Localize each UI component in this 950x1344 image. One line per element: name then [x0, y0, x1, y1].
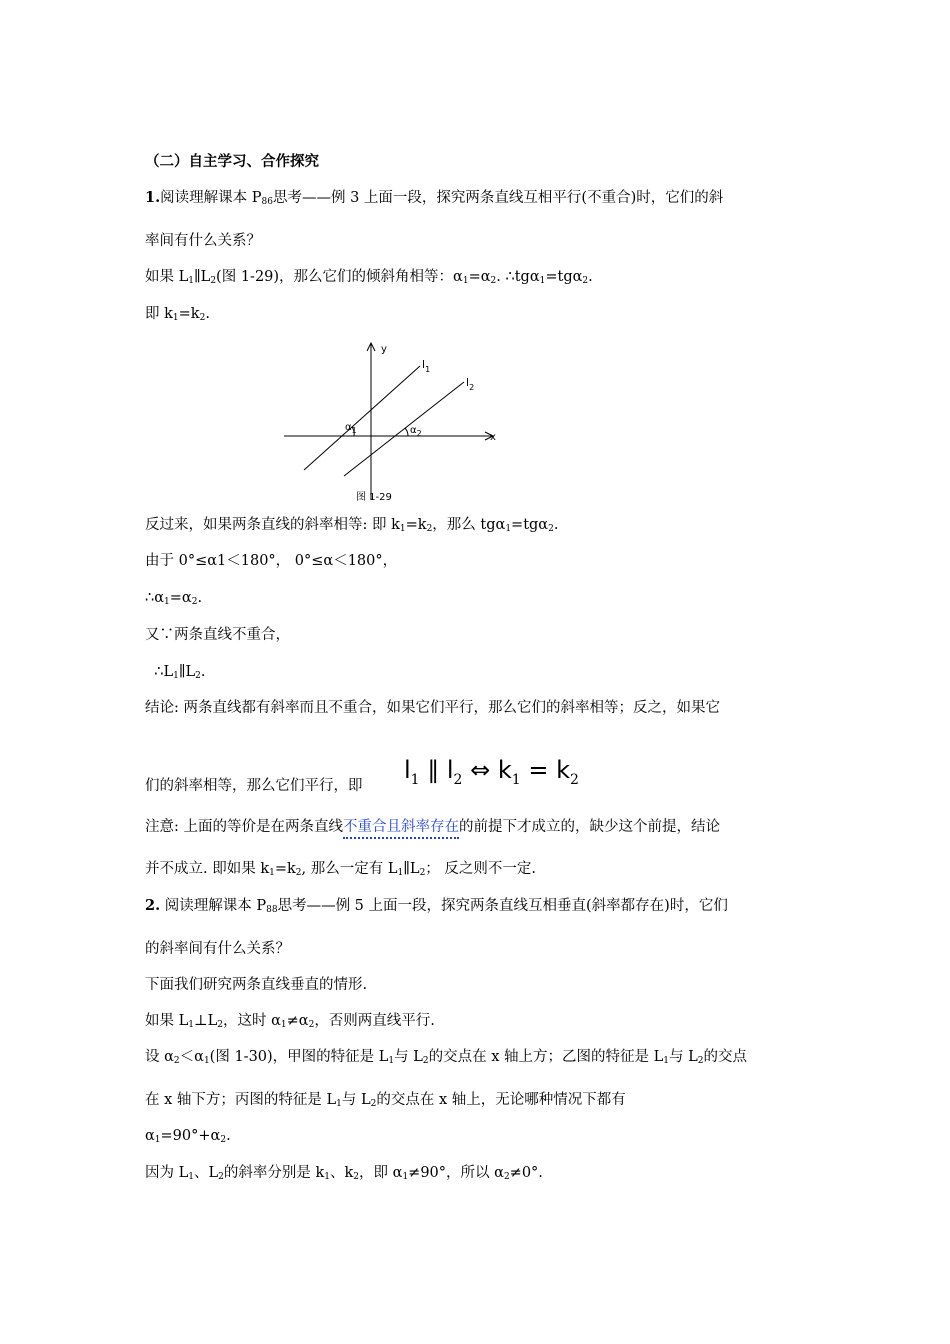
paragraph-2-line-2: 的斜率间有什么关系？: [145, 941, 290, 957]
note-line-1: 注意: 上面的等价是在两条直线不重合且斜率存在的前提下才成立的，缺少这个前提，结论: [145, 817, 720, 837]
converse-statement: 反过来，如果两条直线的斜率相等: 即 $k_1=k_2$，那么 tgα$_1$=tgα$_2$.: [145, 517, 559, 534]
note-line-2: 并不成立. 即如果 $k_1=k_2$, 那么一定有 $L_1\parallel L_2$； 反之则不一定.: [145, 861, 537, 878]
figure-1-30-description-2: 在 x 轴下方；丙图的特征是 $L_1$与 $L_2$的交点在 x 轴上，无论哪种情况下都有: [145, 1092, 626, 1109]
text: 阅读理解课本 P: [160, 190, 262, 206]
angles-equal-statement: $\therefore\alpha_1=\alpha_2$.: [145, 590, 203, 607]
highlight-condition: 不重合且斜率存在: [343, 819, 459, 839]
slope-equal-statement: 即 $k_1=k_2$.: [145, 306, 210, 323]
angle-range-statement: 由于 0°≤α1＜180°， 0°≤α＜180°，: [145, 553, 398, 569]
line-l1: [304, 366, 420, 470]
figure-1-30-description-1: 设 $\alpha_2<\alpha_1$(图 1-30)，甲图的特征是 $L_1$与 $L_2$的交点在 x 轴上方；乙图的特征是 $L_1$与 $L_2$的交点: [145, 1049, 747, 1066]
angle-relation: $\alpha_1=90^\circ+\alpha_2$.: [145, 1128, 231, 1145]
perpendicular-intro: 下面我们研究两条直线垂直的情形.: [145, 977, 368, 993]
paragraph-2-line-1: 2. 阅读理解课本 $P_{88}$思考——例 5 上面一段，探究两条直线互相垂直(斜率都存在)时，它们: [145, 897, 728, 915]
alpha1-label: $\alpha_1$: [345, 422, 357, 435]
paragraph-1-line-1: [145, 188, 723, 208]
slope-existence-statement: 因为 $L_1$、$L_2$的斜率分别是 $k_1$、$k_2$，即 $\alpha_1\ne 90^\circ$，所以 $\alpha_2\ne 0^\circ$.: [145, 1165, 543, 1182]
paragraph-1-line-2: 率间有什么关系？: [145, 233, 261, 249]
l2-label: $l_2$: [466, 376, 475, 392]
y-label: y: [381, 344, 387, 355]
perpendicular-condition: 如果 $L_1\perp L_2$，这时 $\alpha_1\ne\alpha_2$，否则两直线平行.: [145, 1013, 435, 1030]
text: 思考——例 3 上面一段，探究两条直线互相平行(不重合)时，它们的斜: [272, 190, 724, 206]
l1-label: $l_1$: [422, 358, 431, 374]
equivalence-formula: $l_1$ ∥ $l_2$ ⇔ $k_1 = k_2$: [404, 756, 579, 788]
figure-1-29: [282, 340, 502, 506]
conclusion-line-2: 们的斜率相等，那么它们平行，即: [145, 778, 363, 794]
x-label: x: [490, 432, 496, 443]
item-number: 2.: [145, 897, 161, 914]
angle-alpha2-arc: [405, 428, 408, 436]
alpha2-label: $\alpha_2$: [410, 425, 422, 438]
conclusion-line-1: 结论: 两条直线都有斜率而且不重合，如果它们平行，那么它们的斜率相等；反之，如果它: [145, 700, 720, 716]
item-number: 1.: [145, 189, 161, 206]
not-coincident-statement: 又∵两条直线不重合，: [145, 627, 290, 643]
line-l2: [344, 382, 464, 476]
parallel-statement: 如果 $L_1\parallel L_2$(图 1-29)，那么它们的倾斜角相等：$\alpha_1=\alpha_2$. ∴tgα$_1$=tgα$_2$.: [145, 269, 593, 286]
figure-caption: 图 1-29: [356, 492, 392, 503]
section-title: （二）自主学习、合作探究: [145, 153, 319, 170]
page-subscript: 86: [261, 197, 273, 207]
therefore-parallel-statement: $\therefore L_1\parallel L_2$.: [145, 664, 206, 681]
